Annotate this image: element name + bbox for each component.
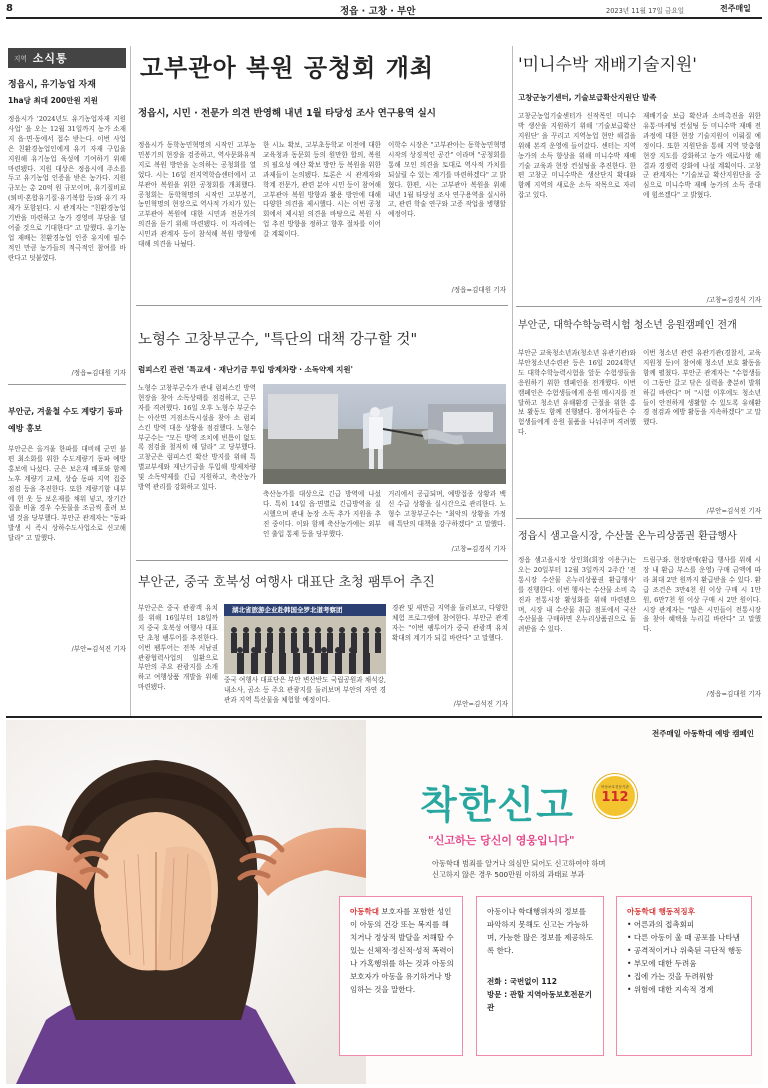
right-top-rule [516,306,762,307]
paper-name: 전주매일 [720,4,751,13]
lead2-byline: /고창=김경식 기자 [451,545,506,553]
lead3-photo-image [224,604,386,674]
lead-headline: 고부관아 복원 공청회 개최 [140,54,435,82]
ad-desc-2: 신고하지 않은 경우 500만원 이하의 과태료 부과 [432,870,585,879]
lead-bottom-rule [136,305,508,306]
ad-box3-item: • 집에 가는 것을 두려워함 [627,972,714,981]
page-number: 8 [6,3,13,14]
right3-byline: /정읍=김대원 기자 [706,690,761,698]
ad-badge-number: 112 [601,790,629,805]
lead2-photo-image [263,384,506,484]
lead-col1: 정읍시가 동학농민혁명의 시작인 고부농민봉기의 현장을 검증하고, 역사문화유적지로 복원 방안을 논의하는 공청회를 열었다. 시는 16일 전지역학습센터에서 고부관아 복원을 위한 공청회를 개최했다. 공청회는 동학혁명의 시작인 고부봉기, 농민혁명의 현장으로 역사적 가치가 있는 고부관아 복원에 대한 시민과 전문가의 의견을 듣기 위해 마련됐다. 이 자리에는 시민과 관계자 등이 참석해 복원 방향에 대해 의견을 나눴다. [138,141,256,249]
lead3-photo [224,604,386,674]
ad-box3-item: • 부모에 대한 두려움 [627,959,697,968]
ad-box3-item: • 위험에 대한 지속적 경계 [627,985,714,994]
sidebar-item2-body: 부안군은 올겨울 한파를 대비해 군민 불편 최소화를 위한 수도계량기 동파 예방 홍보에 나섰다. 군은 보온재 배포와 함께 노후 계량기 교체, 상습 동파 지역 집중 점검 등을 추진한다. 또한 계량기함 내부에 헌 옷 등 보온재를 채워 넣고, 장기간 집을 비울 경우 수돗물을 조금씩 흘려 보낼 것을 당부했다. 부안군 관계자는 "동파 발생 시 즉시 상하수도사업소로 신고해 달라" 고 말했다. [8,445,126,543]
right-byline: /고창=김경식 기자 [706,296,761,304]
lead2-headline: 노형수 고창부군수, "특단의 대책 강구할 것" [138,332,418,348]
ad-box2-phone-label: 전화 [487,977,502,986]
ad-box3-item: • 다른 아동이 울 때 공포를 나타냄 [627,933,740,942]
sidebar-separator [130,46,131,718]
right-headline: '미니수박 재배기술지원' [518,55,697,75]
right-subhead: 고창군농기센터, 기술보급확산지원단 발족 [518,93,657,102]
right-col1: 고창군농업기술센터가 신작목인 미니수박 생산을 지원하기 위해 '기술보급확산지원단' 을 꾸리고 지역농업 현안 해결을 위해 본격 운영에 들어갔다. 센터는 지역 농가의 소득 향상을 위해 미니수박 재배 기술 교육과 현장 컨설팅을 추진한다. 한편 고창군 미니수박은 생산단지 확대와 함께 지역의 새로운 소득 작목으로 자리잡고 있다. [518,112,636,200]
right-col2: 재배기술 보급 확산과 소비촉진을 위한 유통·마케팅 컨설팅 등 미니수박 재배 전 과정에 대한 현장 기술지원이 이뤄질 예정이다. 또한 지원단을 통해 지역 맞춤형 현장 지도를 강화하고 농가 애로사항 해결과 경쟁력 강화에 나설 계획이다. 고창군 관계자는 "기술보급 확산지원단을 중심으로 미니수박 재배 농가의 소득 증대에 힘쓰겠다" 고 밝혔다. [643,112,761,200]
right2-bottom-rule [516,518,762,519]
ad-box-signs [616,896,752,1056]
right2-col2: 이번 청소년 관련 유관기관(경찰서, 교육지원청 등)이 참여해 청소년 보호 활동을 함께 펼쳤다. 부안군 관계자는 "수험생들이 그동안 갈고 닦은 실력을 충분히 발휘하길 바란다" 며 "시험 이후에도 청소년들이 안전하게 생활할 수 있도록 유해환경 점검과 예방 활동을 지속하겠다" 고 말했다. [643,349,761,427]
lead-col3: 이학수 시장은 "고부관아는 동학농민혁명 시작의 상징적인 공간" 이라며 "공청회를 통해 모인 의견을 토대로 역사적 가치를 되살릴 수 있는 계기를 마련하겠다" 고 밝혔다. 한편, 시는 고부관아 복원을 위해 내년 1월 타당성 조사 연구용역을 실시하고, 관련 학술 연구와 고증 작업을 병행할 예정이다. [388,141,506,219]
right2-headline: 부안군, 대학수학능력시험 청소년 응원캠페인 전개 [518,320,737,331]
sidebar-title-bar [8,48,126,68]
ad-box3-title: 아동학대 행동적징후 [627,907,695,916]
lead3-photo-banner: 湖北省旅游企业赴韩国全罗北道考察团 [232,606,343,614]
lead3-headline: 부안군, 중국 호북성 여행사 대표단 초청 팸투어 추진 [138,575,435,590]
ad-panel [6,720,762,1084]
sidebar-item1-body: 정읍시가 '2024년도 유기농업자재 지원사업' 을 오는 12월 31일까지 농가 소재지 읍·면·동에서 접수 받는다. 이번 사업은 친환경농업인에게 유기 자재 구입을 지원해 유기농업 육성에 기여하기 위해 마련됐다. 지원 대상은 정읍시에 주소를 두고 유기농업 인증을 받은 농가다. 지원 규모는 총 20억 원 규모이며, 유기질비료(퇴비·혼합유기질·유기복합 등)와 유기 자재가 포함된다. 시 관계자는 "친환경농업 기반을 마련하고 농가 경영비 부담을 덜어줄 것으로 기대한다" 고 말했다. 유기농업 재배는 친환경농업 인증 유지에 필수적인 만큼 농가들의 적극적인 참여를 바란다고 덧붙였다. [8,115,126,262]
section-name: 정읍 · 고창 · 부안 [340,6,416,17]
lead-byline: /정읍=김대원 기자 [451,286,506,294]
sidebar [8,48,126,718]
right2-byline: /부안=김석진 기자 [706,507,761,515]
lead-subhead: 정읍시, 시민 · 전문가 의견 반영해 내년 1월 타당성 조사 연구용역 실시 [138,108,436,119]
right-column-separator [512,46,513,716]
ad-box2-phone: 국번없이 112 [509,977,557,986]
lead3-col2: 중국 여행사 대표단은 부안 변산반도 국립공원과 채석강, 내소사, 곰소 등 주요 관광지를 둘러보며 부안의 자연 경관과 지역 특산물을 체험할 예정이다. [224,676,386,704]
ad-badge [593,774,637,818]
ad-box-report [476,896,604,1056]
ad-box1-text: 보호자를 포함한 성인이 아동의 건강 또는 복지를 해치거나 정상적 발달을 저해할 수 있는 신체적·정신적·성적 폭력이나 가혹행위를 하는 것과 아동의 보호자가 아동을 유기하거나 방임하는 것을 말한다. [350,907,454,994]
lead3-byline: /부안=김석진 기자 [453,700,508,708]
lead2-photo [263,384,506,484]
ad-box3-item: • 어른과의 접촉회피 [627,920,695,929]
ad-top-rule [6,716,762,718]
ad-box2-text: 아동이나 학대행위자의 정보를 파악하지 못해도 신고는 가능하며, 가능한 많은 정보를 제공하도록 한다. [487,907,594,955]
sidebar-item1-byline: /정읍=김대원 기자 [71,369,126,377]
header-rule [6,17,762,19]
ad-box2-visit: 관할 지역아동보호전문기관 [487,990,593,1012]
sidebar-title: 소식통 [32,52,68,65]
lead-col2: 한 시뇨 확보, 고부초등학교 이전에 대한 교육청과 동문회 등의 원만한 합의, 복원의 필요성 예산 확보 방안 등 복원을 위한 과제들이 논의됐다. 토론은 시 관계자와 학계 전문가, 관련 분야 시민 등이 참여해 고부관아 복원 방향과 활용 방안에 대해 다양한 의견을 제시했다. 시는 이번 공청회에서 제시된 의견을 바탕으로 복원 사업 추진 방향을 정하고 향후 절차를 이어갈 계획이다. [263,141,381,239]
right3-col2: 드림구좌. 현장판매(환급 행사를 위해 시장 내 환급 부스를 운영) 구매 금액에 따라 최대 2만 원까지 환급받을 수 있다. 환급 조건은 3만4천 원 이상 구매 시 1만 원, 6만7천 원 이상 구매 시 2만 원이다. 시장 관계자는 "많은 시민들이 전통시장을 찾아 혜택을 누리길 바란다" 고 말했다. [643,556,761,634]
ad-campaign-title: 전주매일 아동학대 예방 캠페인 [651,729,754,738]
ad-badge-top: 아동보호전문기관 [601,785,629,789]
ad-box3-item: • 공격적이거나 위축된 극단적 행동 [627,946,743,955]
right3-col1: 정읍 샘고을시장 상인회(회장 이용구)는 오는 20일부터 12월 3일까지 2주간 '전통시장 수산물 온누리상품권 환급행사' 를 진행한다. 이번 행사는 수산물 소비 촉진과 전통시장 활성화를 위해 마련됐으며, 시장 내 수산물 취급 점포에서 국산 수산물을 구매하면 온누리상품권으로 돌려받을 수 있다. [518,556,636,634]
sidebar-item1-headline: 정읍시, 유기농업 자재 [8,80,96,90]
sidebar-item2-byline: /부안=김석진 기자 [71,645,126,653]
right2-col1: 부안군 교육청소년과(청소년 유관기관)와 부안청소년수련관 등은 16일 2024학년도 대학수학능력시험을 앞둔 수험생들을 응원하기 위한 캠페인을 전개했다. 이번 캠페인은 수험생들에게 응원 메시지를 전달하고 청소년 유해환경 근절을 위한 홍보 활동도 함께 진행됐다. 참여자들은 수험생들에게 응원 물품을 나눠주며 격려했다. [518,349,636,437]
sidebar-divider [8,384,126,385]
ad-box3-list [627,918,743,996]
lead3-col1: 부안군은 중국 관광객 유치를 위해 16일부터 18일까지 중국 호북성 여행사 대표단 초청 팸투어를 추진한다. 이번 팸투어는 전북 서남권 관광협력사업의 일환으로 부안의 주요 관광지를 소개하고 여행상품 개발을 위해 마련됐다. [138,604,218,692]
ad-slogan: "신고하는 당신이 영웅입니다" [428,834,575,847]
lead2-bottom-rule [136,560,508,561]
issue-date: 2023년 11월 17일 금요일 [606,7,685,15]
ad-illustration [6,720,366,1084]
ad-box-definition [339,896,463,1056]
sidebar-tag: 지역 [14,55,27,63]
ad-box2-visit-label: 방문 [487,990,502,999]
sidebar-item2-headline: 부안군, 겨울철 수도 계량기 동파 예방 홍보 [8,407,123,433]
lead2-subhead: 럼피스킨 관련 '특교세 · 재난기금 투입 방제차량 · 소독약제 지원' [138,365,353,374]
lead2-col3: 거리에서 공급되며, 예방접종 상황과 백신 수급 상황을 실시간으로 관리한다. 노형수 고창부군수는 "최악의 상황을 가정해 특단의 대책을 강구하겠다" 고 말했다. [388,490,506,528]
lead3-col3: 경관 및 새만금 지역을 둘러보고, 다양한 체험 프로그램에 참여한다. 부안군 관계자는 "이번 팸투어가 중국 관광객 유치 확대의 계기가 되길 바란다" 고 말했다. [392,604,508,642]
ad-logo-text: 착한신고 [420,783,575,827]
ad-box2-visit-row: 방문 : 관할 지역아동보호전문기관 [487,990,593,1012]
lead2-col1: 노형수 고창부군수가 관내 럼피스킨 방역 현장을 찾아 소독상태를 점검하고, 근무자를 격려했다. 16일 오후 노형수 부군수는 아산면 거점소독시설을 찾아 소 럼피스킨 방역 대응 상황을 점검했다. 노형수 부군수는 "모든 방역 조치에 빈틈이 없도록 점검을 철저히 해 달라" 고 당부했다. 고창군은 럼피스킨 확산 방지를 위해 특별교부세와 재난기금을 투입해 방제차량 및 소독약제를 긴급 지원하고, 축산농가 방역 관리를 강화하고 있다. [138,384,256,492]
ad-desc-1: 아동학대 범죄를 알거나 의심만 되어도 신고하여야 하며 [432,859,606,868]
lead2-col2: 축산농가를 대상으로 긴급 방역에 나섰다. 특히 14일 읍·면별로 긴급방역을 실시했으며 관내 농장 소독 추가 지원을 추진 중이다. 이와 함께 축산농가에는 외부인 출입 통제 등을 당부했다. [263,490,381,538]
right3-headline: 정읍시 샘고을시장, 수산물 온누리상품권 환급행사 [518,531,737,542]
ad-box2-phone-row: 전화 : 국번없이 112 [487,977,557,986]
sidebar-item1-subhead: 1ha당 최대 200만원 지원 [8,96,98,105]
ad-box1-title: 아동학대 [350,907,379,916]
